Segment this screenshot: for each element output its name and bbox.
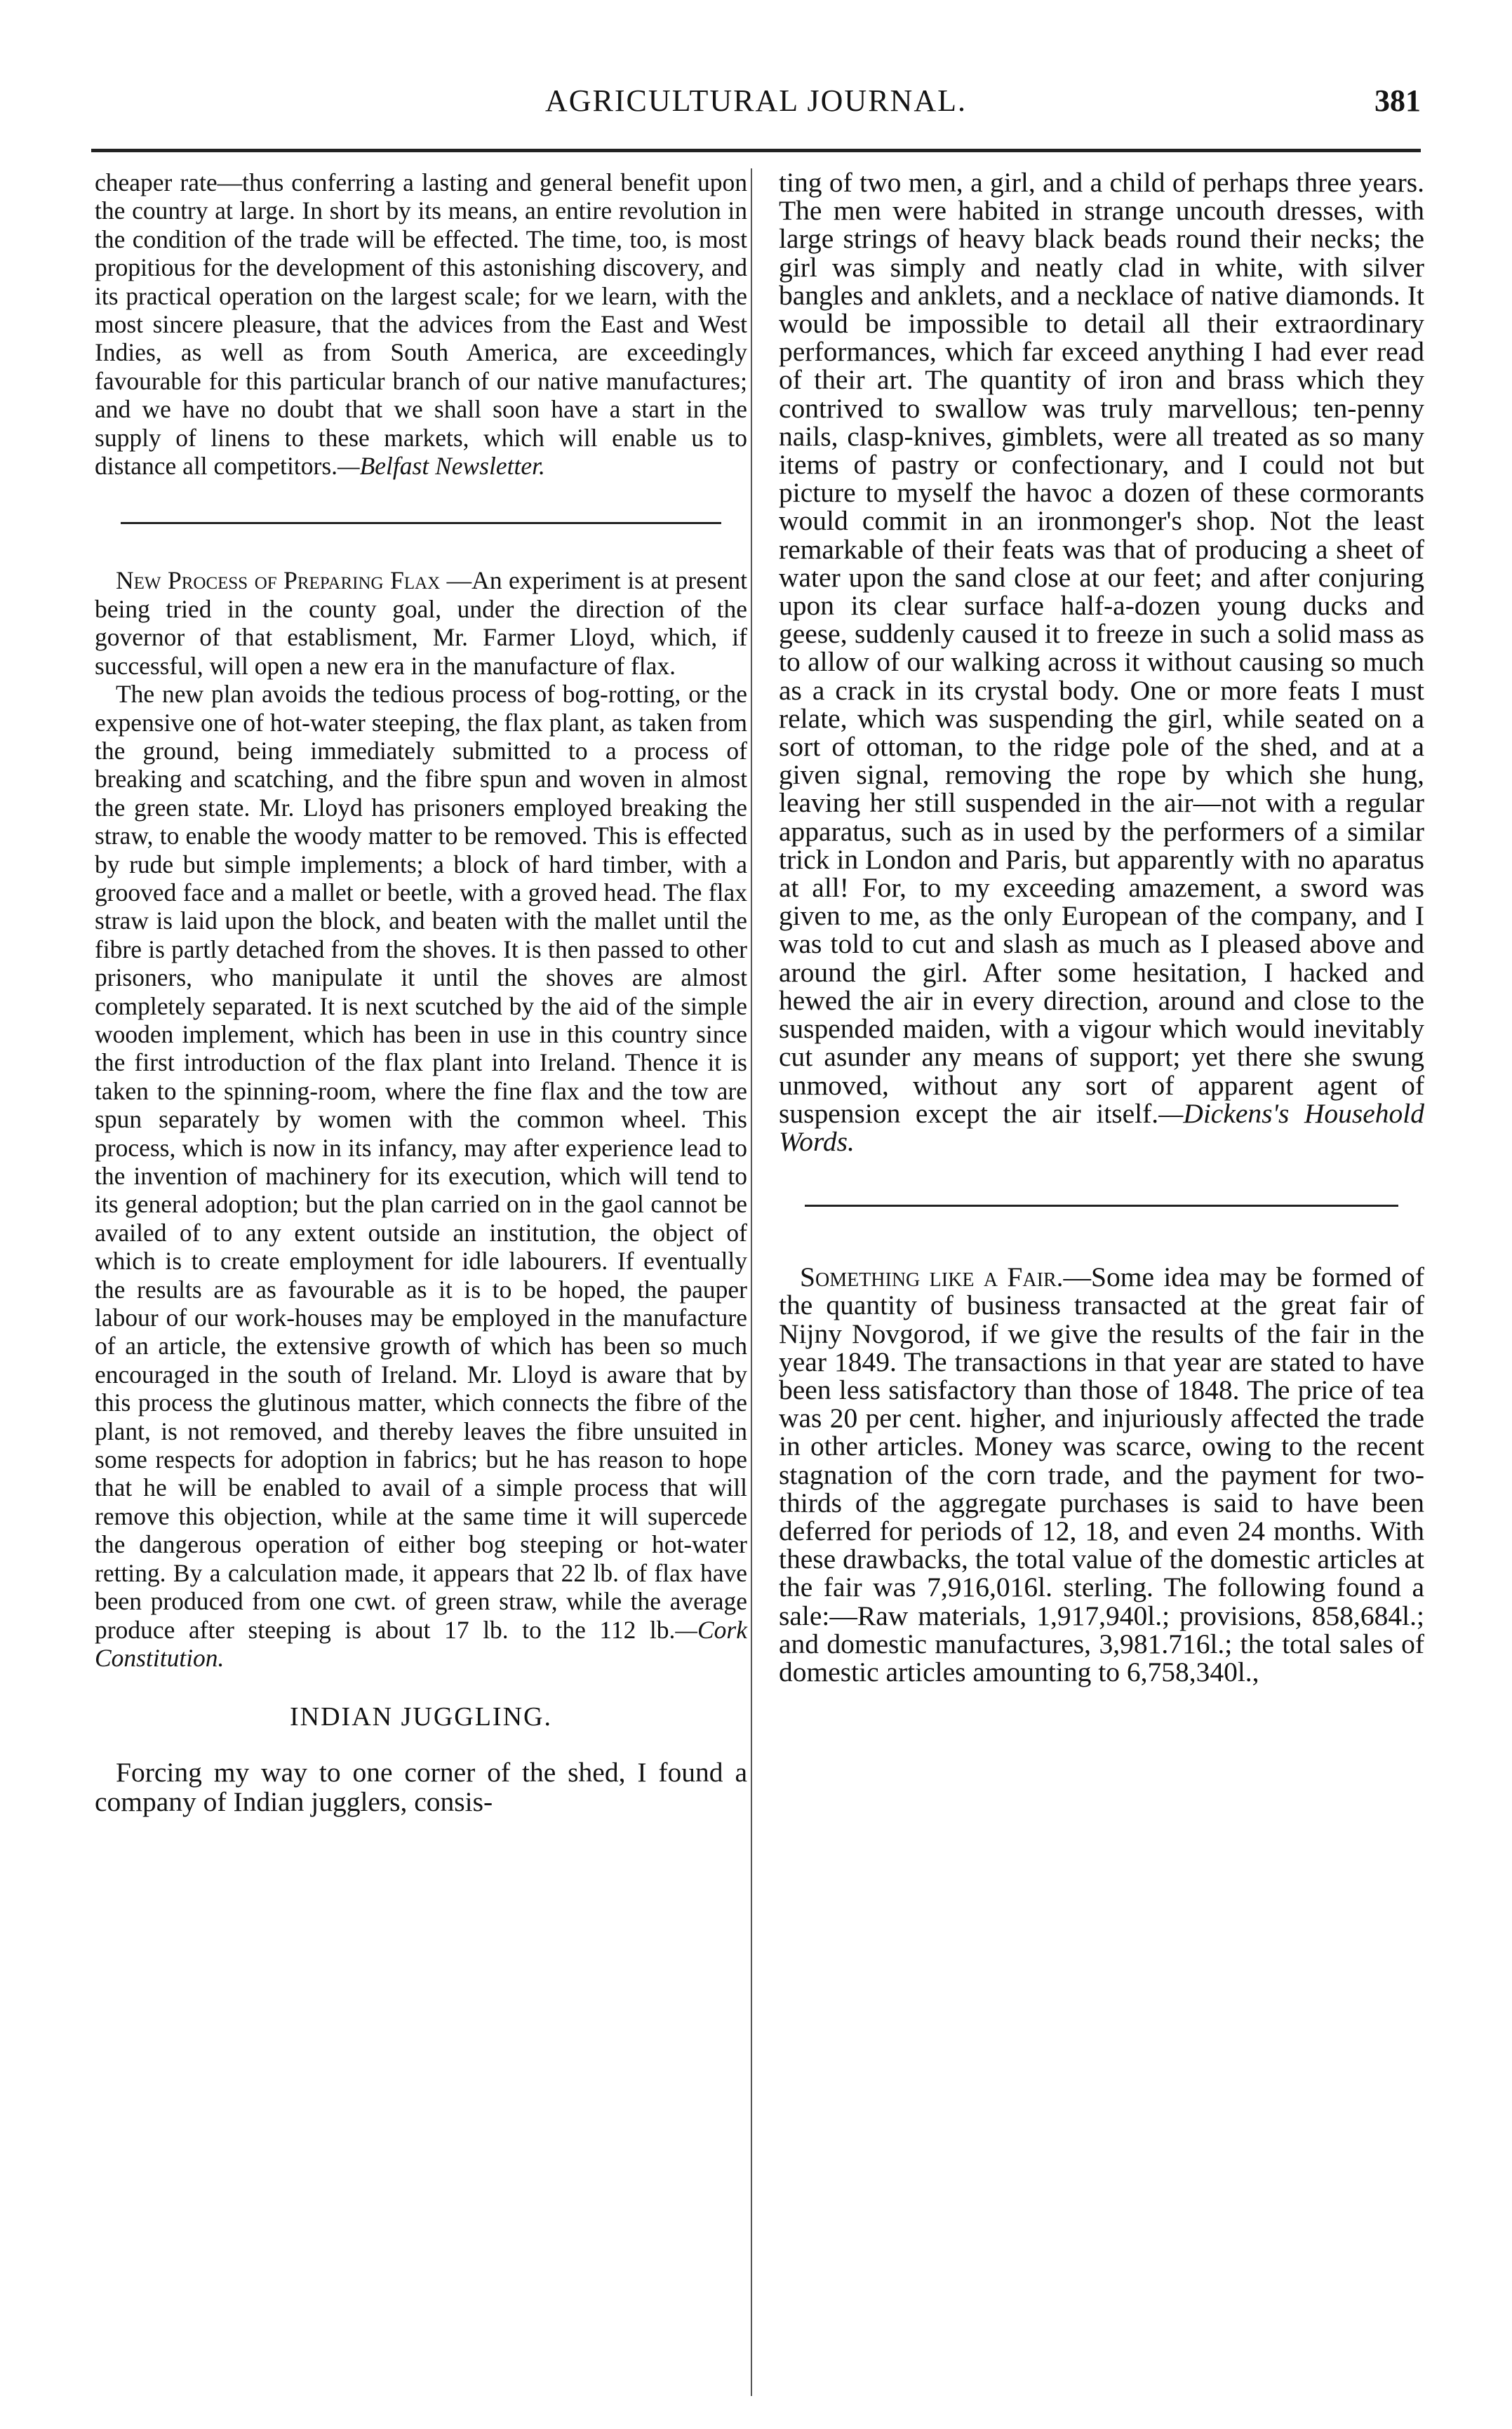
juggling-paragraph-continued: [779, 168, 1424, 1156]
flax-article-heading: New Process of Preparing Flax: [116, 566, 441, 595]
fair-article-text: —Some idea may be formed of the quantity of business transacted at the great fair of Nijny Novgorod, if we give the results of the fair in the year 1849. The transactions in that year are stated to have been less satisfactory than those of 1848. The price of tea was 20 per cent. higher, and injuriously affected the trade in other articles. Money was scarce, owing to the recent stagnation of the corn trade, and the payment for two-thirds of the aggregate purchases is said to have been deferred for periods of 12, 18, and even 24 months. With these drawbacks, the total value of the domestic articles at the fair was 7,916,016l. sterling. The following found a sale:—Raw materials, 1,917,940l.; provisions, 858,684l.; and domestic manufactures, 3,981.716l.; the total sales of domestic articles amounting to 6,758,340l.,: [779, 1262, 1424, 1687]
section-divider-right: [805, 1205, 1398, 1207]
flax-article-paragraph-1: [95, 566, 747, 680]
page-number: 381: [1374, 83, 1421, 118]
juggling-paragraph-start: Forcing my way to one corner of the shed, I found a company of Indian jugglers, consis-: [95, 1757, 747, 1818]
journal-title: AGRICULTURAL JOURNAL.: [545, 83, 967, 118]
fair-article-paragraph: [779, 1263, 1424, 1686]
header-rule: [91, 149, 1421, 152]
flax-article-body-text: The new plan avoids the tedious process of bog-rotting, or the expensive one of hot-water steeping, the flax plant, as taken from the ground, being immediately submitted to a process of breaking and scatching, and the fibre spun and woven in almost the green state. Mr. Lloyd has prisoners employed breaking the straw, to enable the woody matter to be removed. This is effected by rude but simple implements; a block of hard timber, with a grooved face and a mallet or beetle, with a groved head. The flax straw is laid upon the block, and beaten with the mallet until the fibre is partly detached from the shoves. It is then passed to other prisoners, who manipulate it until the shoves are almost completely separated. It is next scutched by the aid of the simple wooden implement, which has been in use in this country since the first introduction of the flax plant into Ireland. Thence it is taken to the spinning-room, where the fine flax and the tow are spun separately by women with the common wheel. This process, which is now in its infancy, may after experience lead to the invention of machinery for its execution, which will tend to its general adoption; but the plan carried on in the gaol cannot be availed of to any extent outside an institution, the object of which is to create employment for idle labourers. If eventually the results are as favourable as it is to be hoped, the pauper labour of our work-houses may be employed in the manufacture of an article, the extensive growth of which has been so much encouraged in the south of Ireland. Mr. Lloyd is aware that by this process the glutinous matter, which connects the fibre of the plant, is not removed, and thereby leaves the fibre unsuited in some respects for adoption in fabrics; but he has reason to hope that he will be enabled to avail of a simple process that will remove this objection, while at the same time it will supercede the dangerous operation of either bog steeping or hot-water retting. By a calculation made, it appears that 22 lb. of flax have been produced from one cwt. of green straw, while the average produce after steeping is about 17 lb. to the 112 lb.: [95, 680, 747, 1644]
linen-article-text: cheaper rate—thus conferring a lasting and general benefit upon the country at large. In short by its means, an entire revolution in the condition of the trade will be effected. The time, too, is most propitious for the development of this astonishing discovery, and its practical operation on the largest scale; for we learn, with the most sincere pleasure, that the advices from the East and West Indies, as well as from South America, are exceedingly favourable for this particular branch of our native manufactures; and we have no doubt that we shall soon have a start in the supply of linens to these markets, which will enable us to distance all competitors.: [95, 168, 747, 481]
flax-article-paragraph-2: [95, 680, 747, 1672]
left-column: [95, 168, 747, 1816]
flax-article-citation: —Cork Constitution.: [95, 1615, 747, 1672]
linen-article-citation: —Belfast Newsletter.: [337, 452, 545, 481]
running-head: [91, 83, 1421, 125]
juggling-citation: —Dickens's Household Words.: [779, 1097, 1424, 1157]
flax-article-intro-text: —An experiment is at present being tried in the county goal, under the direction of the governor of that establisment, Mr. Farmer Lloyd, which, if successful, will open a new era in the manufacture of flax.: [95, 566, 747, 680]
right-column: [779, 168, 1424, 1686]
fair-article-heading: Something like a Fair.: [800, 1262, 1064, 1293]
juggling-text: ting of two men, a girl, and a child of perhaps three years. The men were habited in strange uncouth dresses, with large strings of heavy black beads round their necks; the girl was simply and neatly clad in white, with silver bangles and anklets, and a necklace of native diamonds. It would be impossible to detail all their extraordinary performances, which far exceed anything I had ever read of their art. The quantity of iron and brass which they contrived to swallow was truly marvellous; ten-penny nails, clasp-knives, gimblets, were all treated as so many items of pastry or confectionary, and I could not but picture to myself the havoc a dozen of these cormorants would commit in an ironmonger's shop. Not the least remarkable of their feats was that of producing a sheet of water upon the sand close at our feet; and after conjuring upon its clear surface half-a-dozen young ducks and geese, suddenly caused it to freeze in such a solid mass as to allow of our walking across it without causing so much as a crack in its crystal body. One or more feats I must relate, which was suspending the girl, while seated on a sort of ottoman, to the ridge pole of the shed, and at a given signal, removing the rope by which she hung, leaving her still suspended in the air—not with a regular apparatus, such as in used by the performers of a similar trick in London and Paris, but apparently with no aparatus at all! For, to my exceeding amazement, a sword was given to me, as the only European of the company, and I was told to cut and slash as much as I pleased above and around the girl. After some hesitation, I hacked and hewed the air in every direction, around and close to the suspended maiden, with a vigour which would inevitably cut asunder any means of support; yet there she swung unmoved, without any sort of apparent agent of suspension except the air itself.: [779, 167, 1424, 1129]
section-divider: [121, 522, 721, 524]
column-divider: [751, 168, 752, 2396]
juggling-section-title: INDIAN JUGGLING.: [290, 1702, 552, 1732]
linen-article-paragraph: [95, 168, 747, 480]
